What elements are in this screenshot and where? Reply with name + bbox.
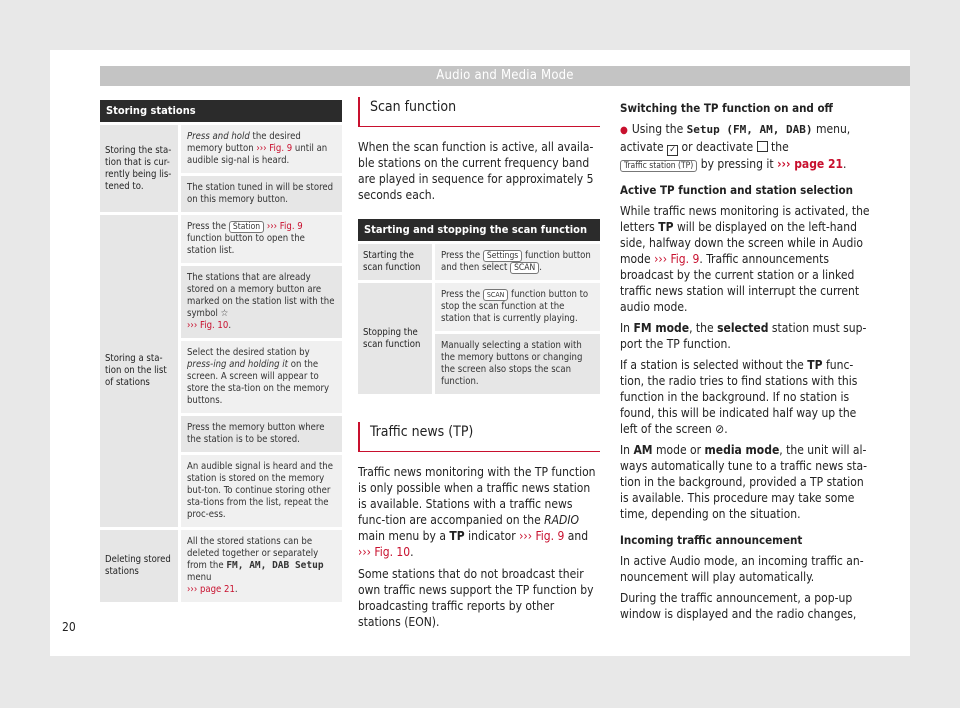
paragraph: In FM mode, the selected station must sup-port the TP function.	[620, 321, 867, 351]
row-label: Stopping the scan function	[358, 283, 432, 394]
manual-page	[50, 50, 910, 656]
section-title-scan: Scan function	[358, 97, 600, 127]
station-button-label: Station	[229, 221, 264, 233]
settings-button-label: Settings	[483, 250, 522, 262]
paragraph: If a station is selected without the TP func-tion, the radio tries to find stations with this function in the background. If no station is found, this will be indicated half way up the left of the screen ⊘.	[620, 358, 858, 436]
checkbox-checked-icon: ✓	[667, 145, 678, 156]
table-row	[100, 122, 342, 212]
subheading: Active TP function and station selection	[620, 183, 854, 197]
paragraph: In AM mode or media mode, the unit will al-ways automatically tune to a traffic news sta-tion in the background, provided a TP station is available. This procedure may take some time, depending on the situation.	[620, 443, 868, 521]
table-row	[358, 241, 600, 280]
table-cell: Press the Station ››› Fig. 9 function button to open the station list.	[181, 215, 342, 263]
scan-button-icon: SCAN	[483, 289, 508, 301]
table-cell: Press and hold the desired memory button ››› Fig. 9 until an audible sig-nal is heard.	[181, 125, 342, 173]
table-cell: All the stored stations can be deleted together or separately from the FM, AM, DAB Setup menu ››› page 21.	[181, 530, 342, 602]
scan-table	[358, 219, 600, 394]
row-label: Deleting stored stations	[100, 530, 178, 602]
table-cell: Select the desired station by press-ing and holding it on the screen. A screen will appear to store the sta-tion on the memory buttons.	[181, 338, 342, 413]
table-row	[358, 280, 600, 394]
table-cell: Press the Settings function button and then select SCAN .	[435, 244, 600, 280]
row-label: Storing a sta-tion on the list of stations	[100, 215, 178, 527]
table-row	[100, 527, 342, 602]
tp-paragraph: Some stations that do not broadcast their own traffic news support the TP function by broadcasting traffic reports by other stations (EON).	[358, 567, 594, 629]
page-number: 20	[62, 620, 76, 634]
no-tp-icon: ⊘	[715, 422, 725, 436]
scan-button-label: SCAN	[510, 262, 539, 274]
table-cell: The station tuned in will be stored on this memory button.	[181, 173, 342, 212]
row-label: Starting the scan function	[358, 244, 432, 280]
scan-intro: When the scan function is active, all availa-ble stations on the current frequency band are played in sequence for approximately 5 seconds each.	[358, 140, 594, 202]
paragraph: During the traffic announcement, a pop-up window is displayed and the radio changes,	[620, 591, 857, 621]
table-row	[100, 212, 342, 527]
tp-paragraph: Traffic news monitoring with the TP function is only possible when a traffic news station is available. Stations with a traffic news func-tion are accompanied on the RADIO main menu by a TP indicator ››› Fig. 9 and ››› Fig. 10.	[358, 465, 596, 559]
table-cell: Press the memory button where the station is to be stored.	[181, 413, 342, 452]
table-cell: Manually selecting a station with the memory buttons or changing the screen also stops the scan function.	[435, 331, 600, 394]
section-title-tp: Traffic news (TP)	[358, 422, 600, 452]
storing-stations-table	[100, 100, 342, 602]
paragraph: While traffic news monitoring is activated, the letters TP will be displayed on the left-hand side, halfway down the screen while in Audio mode ››› Fig. 9. Traffic announcements broadcast by the current station or a linked traffic news station will interrupt the current audio mode.	[620, 204, 870, 314]
star-icon: ☆	[220, 308, 229, 319]
tp-details-column	[620, 100, 870, 622]
table-cell: Press the SCAN function button to stop the scan function at the station that is currently playing.	[435, 283, 600, 331]
subheading: Incoming traffic announcement	[620, 533, 803, 547]
bullet-item: ● Using the Setup (FM, AM, DAB) menu, activate ✓ or deactivate the Traffic station (TP) by pressing it ››› page 21.	[620, 122, 851, 171]
page-header: Audio and Media Mode	[100, 66, 910, 86]
table-title: Storing stations	[100, 100, 342, 122]
paragraph: In active Audio mode, an incoming traffic an-nouncement will play automatically.	[620, 554, 864, 584]
bullet-icon: ●	[620, 125, 628, 136]
row-label: Storing the sta-tion that is cur-rently being lis-tened to.	[100, 125, 178, 212]
checkbox-empty-icon	[757, 141, 768, 152]
table-cell: An audible signal is heard and the station is stored on the memory but-ton. To continue storing other sta-tions from the list, repeat the proc-ess.	[181, 452, 342, 527]
table-cell: The stations that are already stored on a memory button are marked on the station list with the symbol ☆ ››› Fig. 10.	[181, 263, 342, 338]
table-title: Starting and stopping the scan function	[358, 219, 600, 241]
subheading: Switching the TP function on and off	[620, 101, 833, 115]
traffic-station-button-label: Traffic station (TP)	[620, 160, 697, 172]
scan-section	[358, 97, 600, 630]
